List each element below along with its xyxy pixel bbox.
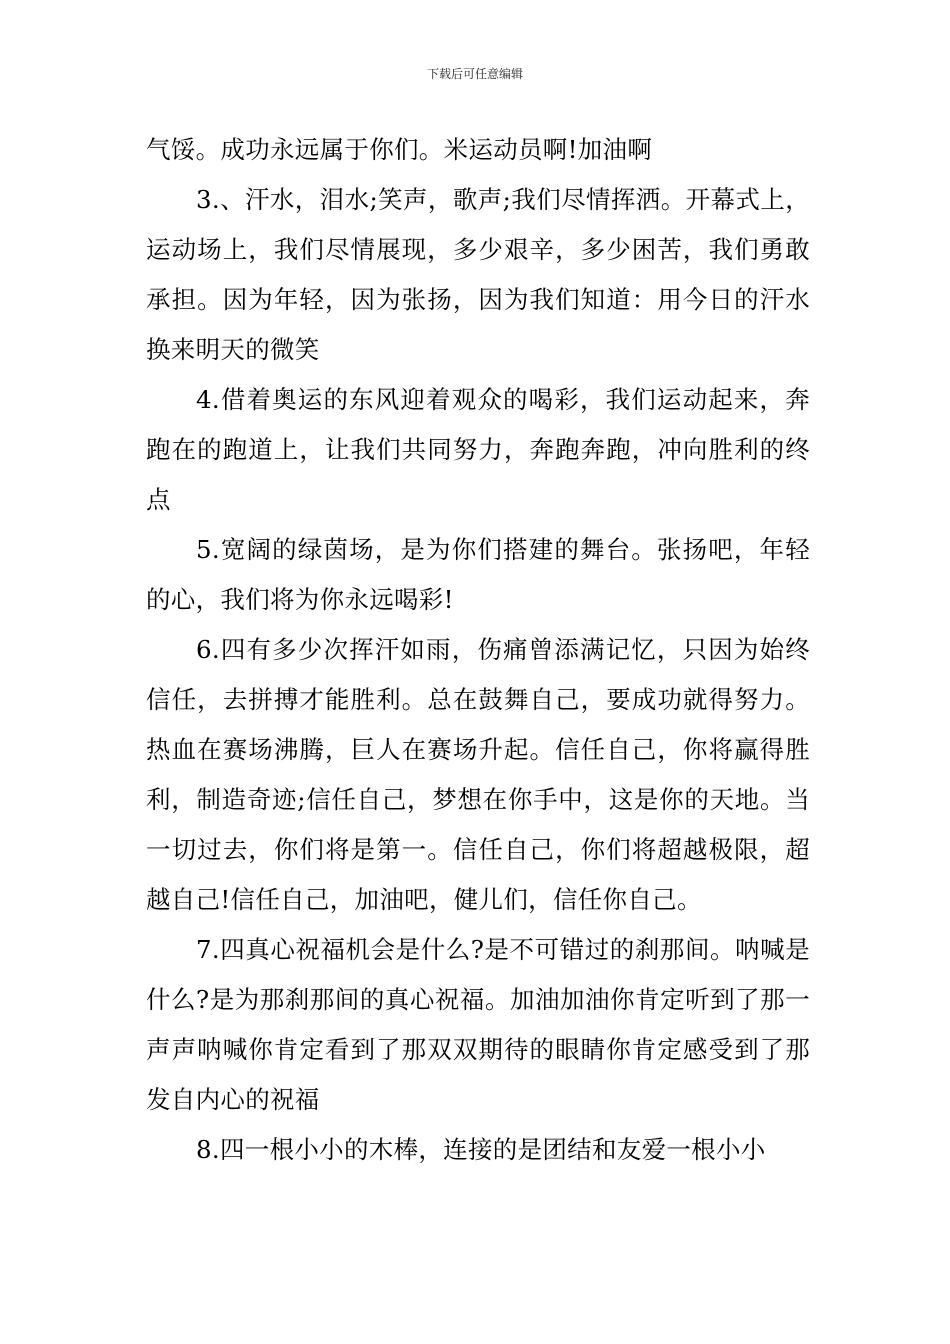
paragraph-item-5: 5.宽阔的绿茵场，是为你们搭建的舞台。张扬吧，年轻的心，我们将为你永远喝彩! [146, 535, 810, 614]
paragraph-item-3: 3.、汗水，泪水;笑声，歌声;我们尽情挥洒。开幕式上，运动场上，我们尽情展现，多少艰辛，多少困苦，我们勇敢承担。因为年轻，因为张扬，因为我们知道：用今日的汗水换来明天的微笑 [146, 185, 810, 364]
paragraph-item-8: 8.四一根小小的木棒，连接的是团结和友爱一根小小 [196, 1135, 766, 1164]
paragraph-item-7: 7.四真心祝福机会是什么?是不可错过的刹那间。呐喊是什么?是为那刹那间的真心祝福。加油加油你肯定听到了那一声声呐喊你肯定看到了那双双期待的眼睛你肯定感受到了那发自内心的祝福 [146, 935, 810, 1114]
page-header: 下载后可任意编辑 [426, 67, 523, 81]
document-body [146, 125, 810, 1175]
paragraph-item-6: 6.四有多少次挥汗如雨，伤痛曾添满记忆，只因为始终信任，去拼搏才能胜利。总在鼓舞自己，要成功就得努力。热血在赛场沸腾，巨人在赛场升起。信任自己，你将赢得胜利，制造奇迹;信任自己，梦想在你手中，这是你的天地。当一切过去，你们将是第一。信任自己，你们将超越极限，超越自己!信任自己，加油吧，健儿们，信任你自己。 [146, 635, 810, 914]
paragraph-item-4: 4.借着奥运的东风迎着观众的喝彩，我们运动起来，奔跑在的跑道上，让我们共同努力，奔跑奔跑，冲向胜利的终点 [146, 385, 810, 514]
paragraph-continuation: 气馁。成功永远属于你们。米运动员啊!加油啊 [146, 135, 653, 164]
